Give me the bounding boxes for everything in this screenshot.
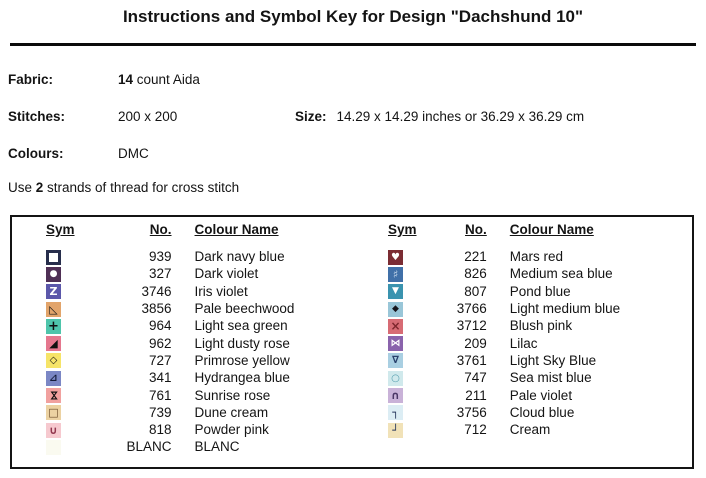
thread-number: 739: [149, 404, 172, 420]
colours-value: DMC: [118, 146, 149, 161]
symbol-swatch: Z: [46, 284, 61, 299]
colour-name: Blush pink: [509, 318, 573, 334]
symbol-swatch: ×: [388, 319, 403, 334]
key-row: [46, 334, 425, 351]
strands-note: [8, 180, 239, 195]
colour-name: Light medium blue: [509, 301, 621, 317]
symbol-swatch: ◆: [388, 302, 403, 317]
key-row: [46, 352, 425, 369]
page-title: Instructions and Symbol Key for Design "Dachshund 10": [122, 7, 584, 26]
thread-number: 761: [149, 387, 172, 403]
colour-name: Light Sky Blue: [509, 352, 597, 368]
thread-number: 962: [149, 335, 172, 351]
strands-prefix: Use: [8, 180, 36, 195]
symbol-swatch: ∪: [46, 423, 61, 438]
colour-name: Light dusty rose: [194, 335, 290, 351]
key-row: [388, 317, 692, 334]
key-row: [46, 369, 425, 386]
thread-number: 3756: [456, 404, 487, 420]
symbol-swatch: ♥: [388, 250, 403, 265]
symbol-swatch: ◇: [46, 353, 61, 368]
symbol-swatch: ⋈: [46, 388, 61, 403]
colour-name: Cream: [509, 422, 551, 438]
symbol-swatch: ∇: [388, 353, 403, 368]
symbol-swatch: [46, 250, 61, 265]
no-header: No.: [149, 222, 172, 237]
colour-name: Mars red: [509, 249, 564, 265]
colour-name: Pale violet: [509, 387, 573, 403]
title-divider: [10, 43, 696, 46]
key-row: [388, 334, 692, 351]
key-header-row: [388, 222, 692, 242]
fabric-label: Fabric:: [8, 72, 54, 87]
colour-name-header: Colour Name: [194, 222, 279, 237]
sym-header: Sym: [388, 222, 417, 237]
key-row: [46, 421, 425, 438]
colour-name: Dark violet: [194, 266, 259, 282]
stitches-row: [8, 109, 584, 124]
thread-number: 826: [464, 266, 487, 282]
key-row: [388, 248, 692, 265]
strands-count: 2: [35, 180, 44, 195]
colour-name: Iris violet: [194, 283, 248, 299]
key-row: [388, 421, 692, 438]
symbol-swatch: ♯: [388, 267, 403, 282]
symbol-key-box: [10, 215, 694, 469]
thread-number: 939: [149, 249, 172, 265]
size-label: Size:: [295, 109, 327, 124]
key-row: [46, 438, 425, 455]
colour-name: Medium sea blue: [509, 266, 613, 282]
key-row: [46, 265, 425, 282]
thread-number: 327: [149, 266, 172, 282]
colour-name: Light sea green: [194, 318, 288, 334]
key-row: [388, 369, 692, 386]
symbol-swatch: ⋈: [388, 336, 403, 351]
key-row: [388, 283, 692, 300]
thread-number: 3761: [456, 352, 487, 368]
fabric-row: [8, 72, 200, 87]
colour-name: Sea mist blue: [509, 370, 592, 386]
thread-number: BLANC: [126, 439, 172, 455]
thread-number: 3712: [456, 318, 487, 334]
symbol-swatch: ◢: [46, 336, 61, 351]
colours-row: [8, 146, 149, 161]
colour-name: Sunrise rose: [194, 387, 271, 403]
stitches-value: 200 x 200: [118, 109, 178, 124]
thread-number: 211: [465, 387, 487, 403]
symbol-swatch: ⊿: [46, 371, 61, 386]
thread-number: 209: [464, 335, 487, 351]
key-row: [46, 386, 425, 403]
sym-header: Sym: [46, 222, 75, 237]
colour-name: Powder pink: [194, 422, 269, 438]
colour-name: Hydrangea blue: [194, 370, 290, 386]
thread-number: 807: [464, 283, 487, 299]
key-header-row: [46, 222, 425, 242]
key-row: [388, 386, 692, 403]
colour-name: Primrose yellow: [194, 352, 290, 368]
symbol-swatch: ○: [388, 371, 403, 386]
colour-name: Dark navy blue: [194, 249, 285, 265]
symbol-swatch: ∩: [388, 388, 403, 403]
key-row: [46, 300, 425, 317]
key-row: [46, 283, 425, 300]
colour-name: Pale beechwood: [194, 301, 295, 317]
key-row: [46, 404, 425, 421]
symbol-swatch: ▼: [388, 284, 403, 299]
key-row: [388, 352, 692, 369]
symbol-swatch: +: [46, 319, 61, 334]
key-row: [388, 300, 692, 317]
colour-name: Dune cream: [194, 404, 269, 420]
fabric-value: count Aida: [133, 72, 200, 87]
thread-number: 341: [149, 370, 172, 386]
thread-number: 818: [149, 422, 172, 438]
no-header: No.: [465, 222, 487, 237]
key-row: [388, 265, 692, 282]
key-group-left: [46, 222, 425, 456]
colour-name: Pond blue: [509, 283, 571, 299]
symbol-swatch: ●: [46, 267, 61, 282]
strands-suffix: strands of thread for cross stitch: [43, 180, 240, 195]
thread-number: 3746: [141, 283, 172, 299]
symbol-swatch: ┐: [388, 405, 403, 420]
symbol-swatch: ┘: [388, 423, 403, 438]
stitches-label: Stitches:: [8, 109, 66, 124]
thread-number: 3856: [141, 301, 172, 317]
thread-number: 747: [464, 370, 487, 386]
colour-name: Lilac: [509, 335, 538, 351]
colours-label: Colours:: [8, 146, 64, 161]
thread-number: 221: [464, 249, 487, 265]
thread-number: 727: [149, 352, 172, 368]
thread-number: 712: [464, 422, 487, 438]
colour-name-header: Colour Name: [509, 222, 594, 237]
symbol-swatch: □: [46, 405, 61, 420]
colour-name: Cloud blue: [509, 404, 575, 420]
symbol-swatch: [46, 440, 61, 455]
thread-number: 964: [149, 318, 172, 334]
fabric-count: 14: [118, 72, 134, 87]
colour-name: BLANC: [194, 439, 240, 455]
key-row: [388, 404, 692, 421]
key-group-right: [388, 222, 692, 438]
key-row: [46, 317, 425, 334]
key-row: [46, 248, 425, 265]
size-value: 14.29 x 14.29 inches or 36.29 x 36.29 cm: [336, 109, 585, 124]
symbol-swatch: ◺: [46, 302, 61, 317]
thread-number: 3766: [456, 301, 487, 317]
